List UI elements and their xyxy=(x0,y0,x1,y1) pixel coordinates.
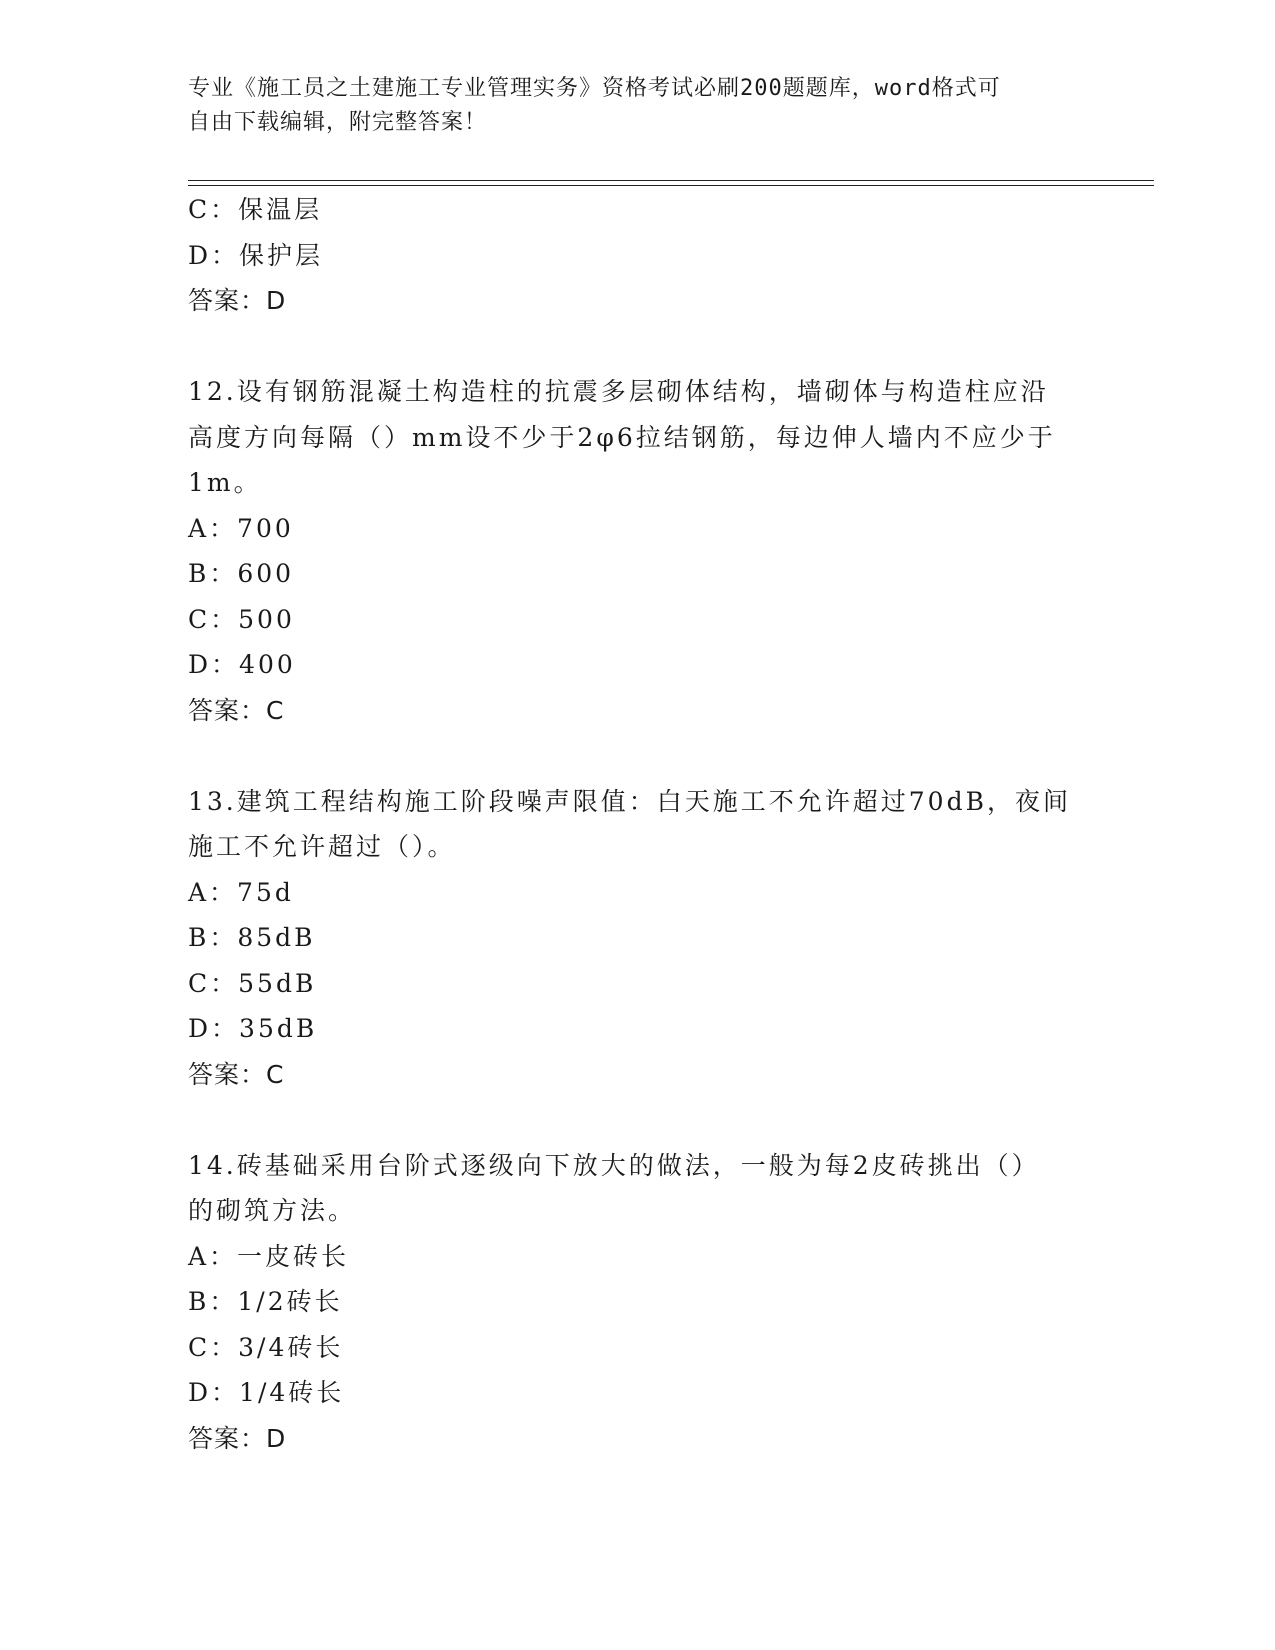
question-13 xyxy=(188,779,1088,1098)
option-b: B：600 xyxy=(188,559,295,588)
question-content xyxy=(188,187,1088,1461)
question-stem-line: 施工不允许超过（）。 xyxy=(188,832,456,861)
spacer xyxy=(188,1097,1088,1143)
question-stem-line: 14.砖基础采用台阶式逐级向下放大的做法，一般为每2皮砖挑出（） xyxy=(188,1150,1040,1180)
option-c: C：3/4砖长 xyxy=(188,1332,344,1362)
option-a: A：75d xyxy=(188,877,294,907)
question-stem-line: 13.建筑工程结构施工阶段噪声限值：白天施工不允许超过70dB，夜间 xyxy=(188,786,1071,816)
page-header xyxy=(188,72,1068,140)
option-b: B：1/2砖长 xyxy=(188,1287,343,1316)
header-line-1: 专业《施工员之土建施工专业管理实务》资格考试必刷200题题库，word格式可 xyxy=(188,76,1001,101)
option-d: D：保护层 xyxy=(188,240,324,270)
question-12 xyxy=(188,369,1088,733)
question-stem-line: 12.设有钢筋混凝土构造柱的抗震多层砌体结构，墙砌体与构造柱应沿 xyxy=(188,377,1049,406)
answer-line: 答案：D xyxy=(188,1423,287,1453)
answer-line: 答案：C xyxy=(188,1059,285,1089)
question-stem-line: 高度方向每隔（）mm设不少于2φ6拉结钢筋，每边伸人墙内不应少于 xyxy=(188,422,1056,452)
answer-line: 答案：C xyxy=(188,695,285,725)
option-c: C：500 xyxy=(188,604,295,634)
answer-line: 答案：D xyxy=(188,286,287,315)
option-a: A：一皮砖长 xyxy=(188,1241,350,1271)
spacer xyxy=(188,733,1088,779)
option-b: B：85dB xyxy=(188,923,316,952)
question-stem-line: 1m。 xyxy=(188,468,262,497)
spacer xyxy=(188,324,1088,370)
option-a: A：700 xyxy=(188,513,294,543)
option-c: C：保温层 xyxy=(188,195,323,224)
header-divider-top xyxy=(188,180,1154,181)
header-divider-bottom xyxy=(188,185,1154,186)
option-d: D：35dB xyxy=(188,1014,318,1043)
question-stem-line: 的砌筑方法。 xyxy=(188,1196,357,1225)
option-d: D：1/4砖长 xyxy=(188,1378,345,1407)
option-d: D：400 xyxy=(188,650,296,679)
question-continued xyxy=(188,187,1088,324)
header-line-2: 自由下载编辑，附完整答案！ xyxy=(188,110,488,135)
option-c: C：55dB xyxy=(188,968,317,998)
question-14 xyxy=(188,1143,1088,1462)
